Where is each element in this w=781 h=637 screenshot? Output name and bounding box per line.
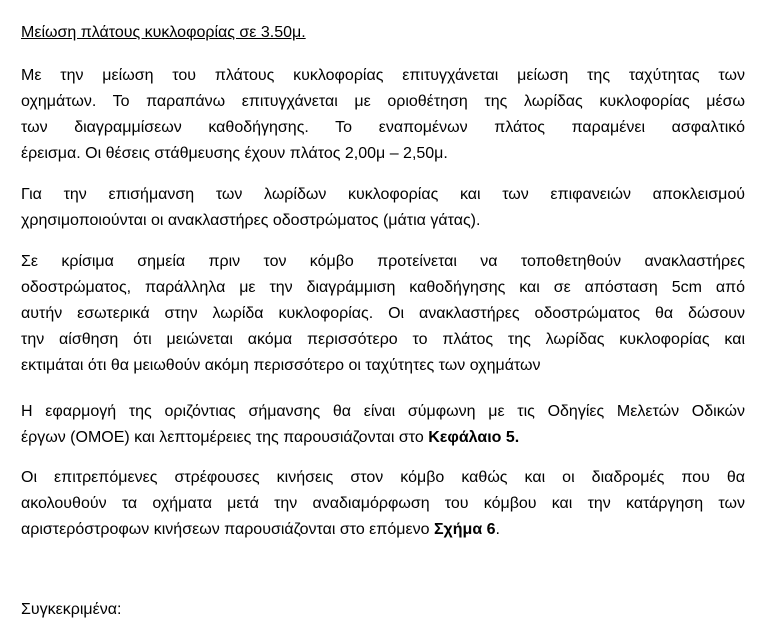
- paragraph-text: αριστερόστροφων κινήσεων παρουσιάζονται στο επόμενο: [21, 521, 434, 538]
- paragraph-line: [21, 425, 745, 451]
- paragraph-line: αυτήν εσωτερικά στην λωρίδα κυκλοφορίας. Οι ανακλαστήρες οδοστρώματος θα δώσουν: [21, 305, 745, 322]
- paragraph-line: Οι επιτρεπόμενες στρέφουσες κινήσεις στον κόμβο καθώς και οι διαδρομές που θα: [21, 469, 745, 486]
- paragraph-line: οδοστρώματος, παράλληλα με την διαγράμμιση καθοδήγησης και σε απόσταση 5cm από: [21, 279, 745, 296]
- paragraph-line: έρεισμα. Οι θέσεις στάθμευσης έχουν πλάτος 2,00μ – 2,50μ.: [21, 145, 448, 162]
- paragraph-text: .: [495, 521, 500, 538]
- paragraph-critical-points: [21, 249, 745, 379]
- paragraph-line: των διαγραμμίσεων καθοδήγησης. Το εναπομένων πλάτος παραμένει ασφαλτικό: [21, 119, 745, 136]
- paragraph-lane-width-reduction: [21, 63, 745, 167]
- specifically-label: Συγκεκριμένα:: [21, 601, 122, 618]
- paragraph-line: οχημάτων. Το παραπάνω επιτυγχάνεται με οριοθέτηση της λωρίδας κυκλοφορίας μέσω: [21, 93, 745, 110]
- section-heading: Μείωση πλάτους κυκλοφορίας σε 3.50μ.: [21, 24, 306, 41]
- paragraph-line: Η εφαρμογή της οριζόντιας σήμανσης θα είναι σύμφωνη με τις Οδηγίες Μελετών Οδικών: [21, 403, 745, 420]
- paragraph-line: Με την μείωση του πλάτους κυκλοφορίας επιτυγχάνεται μείωση της ταχύτητας των: [21, 67, 745, 84]
- paragraph-line: εκτιμάται ότι θα μειωθούν ακόμη περισσότερο οι ταχύτητες των οχημάτων: [21, 357, 541, 374]
- paragraph-road-reflectors: [21, 182, 745, 234]
- paragraph-line: ακολουθούν τα οχήματα μετά την αναδιαμόρφωση του κόμβου και την κατάργηση των: [21, 495, 745, 512]
- paragraph-line: την αίσθηση ότι μειώνεται ακόμα περισσότερο το πλάτος της λωρίδας κυκλοφορίας και: [21, 331, 745, 348]
- figure-reference: Σχήμα 6: [433, 521, 496, 538]
- paragraph-line: [21, 517, 745, 543]
- paragraph-line: Για την επισήμανση των λωρίδων κυκλοφορίας και των επιφανειών αποκλεισμού: [21, 186, 745, 203]
- paragraph-text: έργων (ΟΜΟΕ) και λεπτομέρειες της παρουσιάζονται στο: [21, 429, 429, 446]
- paragraph-horizontal-signage: [21, 399, 745, 451]
- paragraph-line: χρησιμοποιούνται οι ανακλαστήρες οδοστρώματος (μάτια γάτας).: [21, 212, 481, 229]
- paragraph-line: Σε κρίσιμα σημεία πριν τον κόμβο προτείνεται να τοποθετηθούν ανακλαστήρες: [21, 253, 745, 270]
- paragraph-permitted-movements: [21, 465, 745, 543]
- chapter-reference: Κεφάλαιο 5.: [428, 429, 520, 446]
